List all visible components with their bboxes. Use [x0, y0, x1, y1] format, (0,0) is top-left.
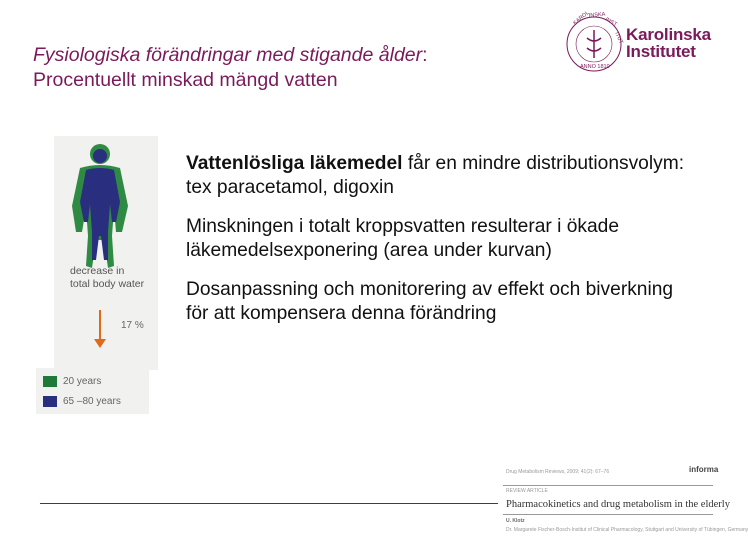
- legend-item-20-years: [43, 374, 101, 388]
- svg-text:ITUT: ITUT: [613, 31, 624, 45]
- body-water-figure: [36, 136, 159, 418]
- paper-title: Pharmacokinetics and drug metabolism in the elderly: [506, 499, 730, 510]
- title-line-2: Procentuellt minskad mängd vatten: [33, 69, 338, 91]
- footer-divider: [40, 503, 498, 504]
- svg-text:ANNO 1810: ANNO 1810: [580, 64, 610, 70]
- legend-label: 65 –80 years: [63, 395, 121, 407]
- paper-header: Drug Metabolism Reviews, 2009; 41(2): 67–76: [506, 469, 610, 475]
- paper-rule: [503, 514, 713, 515]
- figure-label-line-2: total body water: [70, 278, 145, 290]
- logo-word-2: Institutet: [626, 42, 696, 61]
- bullet-item: [186, 152, 686, 200]
- logo-word-1: Karolinska: [626, 25, 711, 44]
- title-line-1: [33, 42, 573, 68]
- title-italic: Fysiologiska förändringar med stigande ålder: [33, 44, 423, 66]
- arrow-down-icon: [94, 339, 106, 348]
- legend-swatch-navy: [43, 396, 57, 407]
- bullet-item: [186, 215, 686, 263]
- svg-text:INSKA: INSKA: [588, 11, 606, 19]
- figure-label: [70, 265, 160, 291]
- legend-label: 20 years: [63, 375, 102, 387]
- paper-thumbnail: [503, 463, 748, 540]
- paper-section: REVIEW ARTICLE: [506, 488, 548, 494]
- bullet-text: får en mindre distributionsvolym: tex paracetamol, digoxin: [186, 153, 685, 198]
- legend-swatch-green: [43, 376, 57, 387]
- slide-title: [33, 42, 573, 92]
- paper-journal: informa: [689, 465, 719, 474]
- bullet-text: Dosanpassning och monitorering av effekt och biverkning för att kompensera denna förändring: [186, 279, 674, 324]
- paper-affiliation: Dr. Margarete Fischer-Bosch-Institut of Clinical Pharmacology, Stuttgart and University of Tübingen, Germany: [506, 527, 748, 533]
- figure-label-line-1: decrease in: [70, 265, 125, 277]
- bullet-text: Minskningen i totalt kroppsvatten resulterar i ökade läkemedelsexponering (area under kurvan): [186, 216, 620, 261]
- bullet-item: [186, 278, 686, 326]
- percent-label: 17 %: [121, 320, 144, 331]
- bullet-bold: Vattenlösliga läkemedel: [186, 153, 403, 174]
- logo-wordmark: [626, 26, 711, 60]
- legend-item-65-80-years: [43, 394, 121, 408]
- bullet-list: [186, 152, 686, 341]
- paper-rule: [503, 485, 713, 486]
- figure-legend: [36, 368, 149, 414]
- paper-author: U. Klotz: [506, 518, 525, 524]
- svg-text:KAROL: KAROL: [572, 9, 591, 27]
- svg-text:INST: INST: [604, 16, 618, 28]
- title-colon: :: [422, 44, 428, 66]
